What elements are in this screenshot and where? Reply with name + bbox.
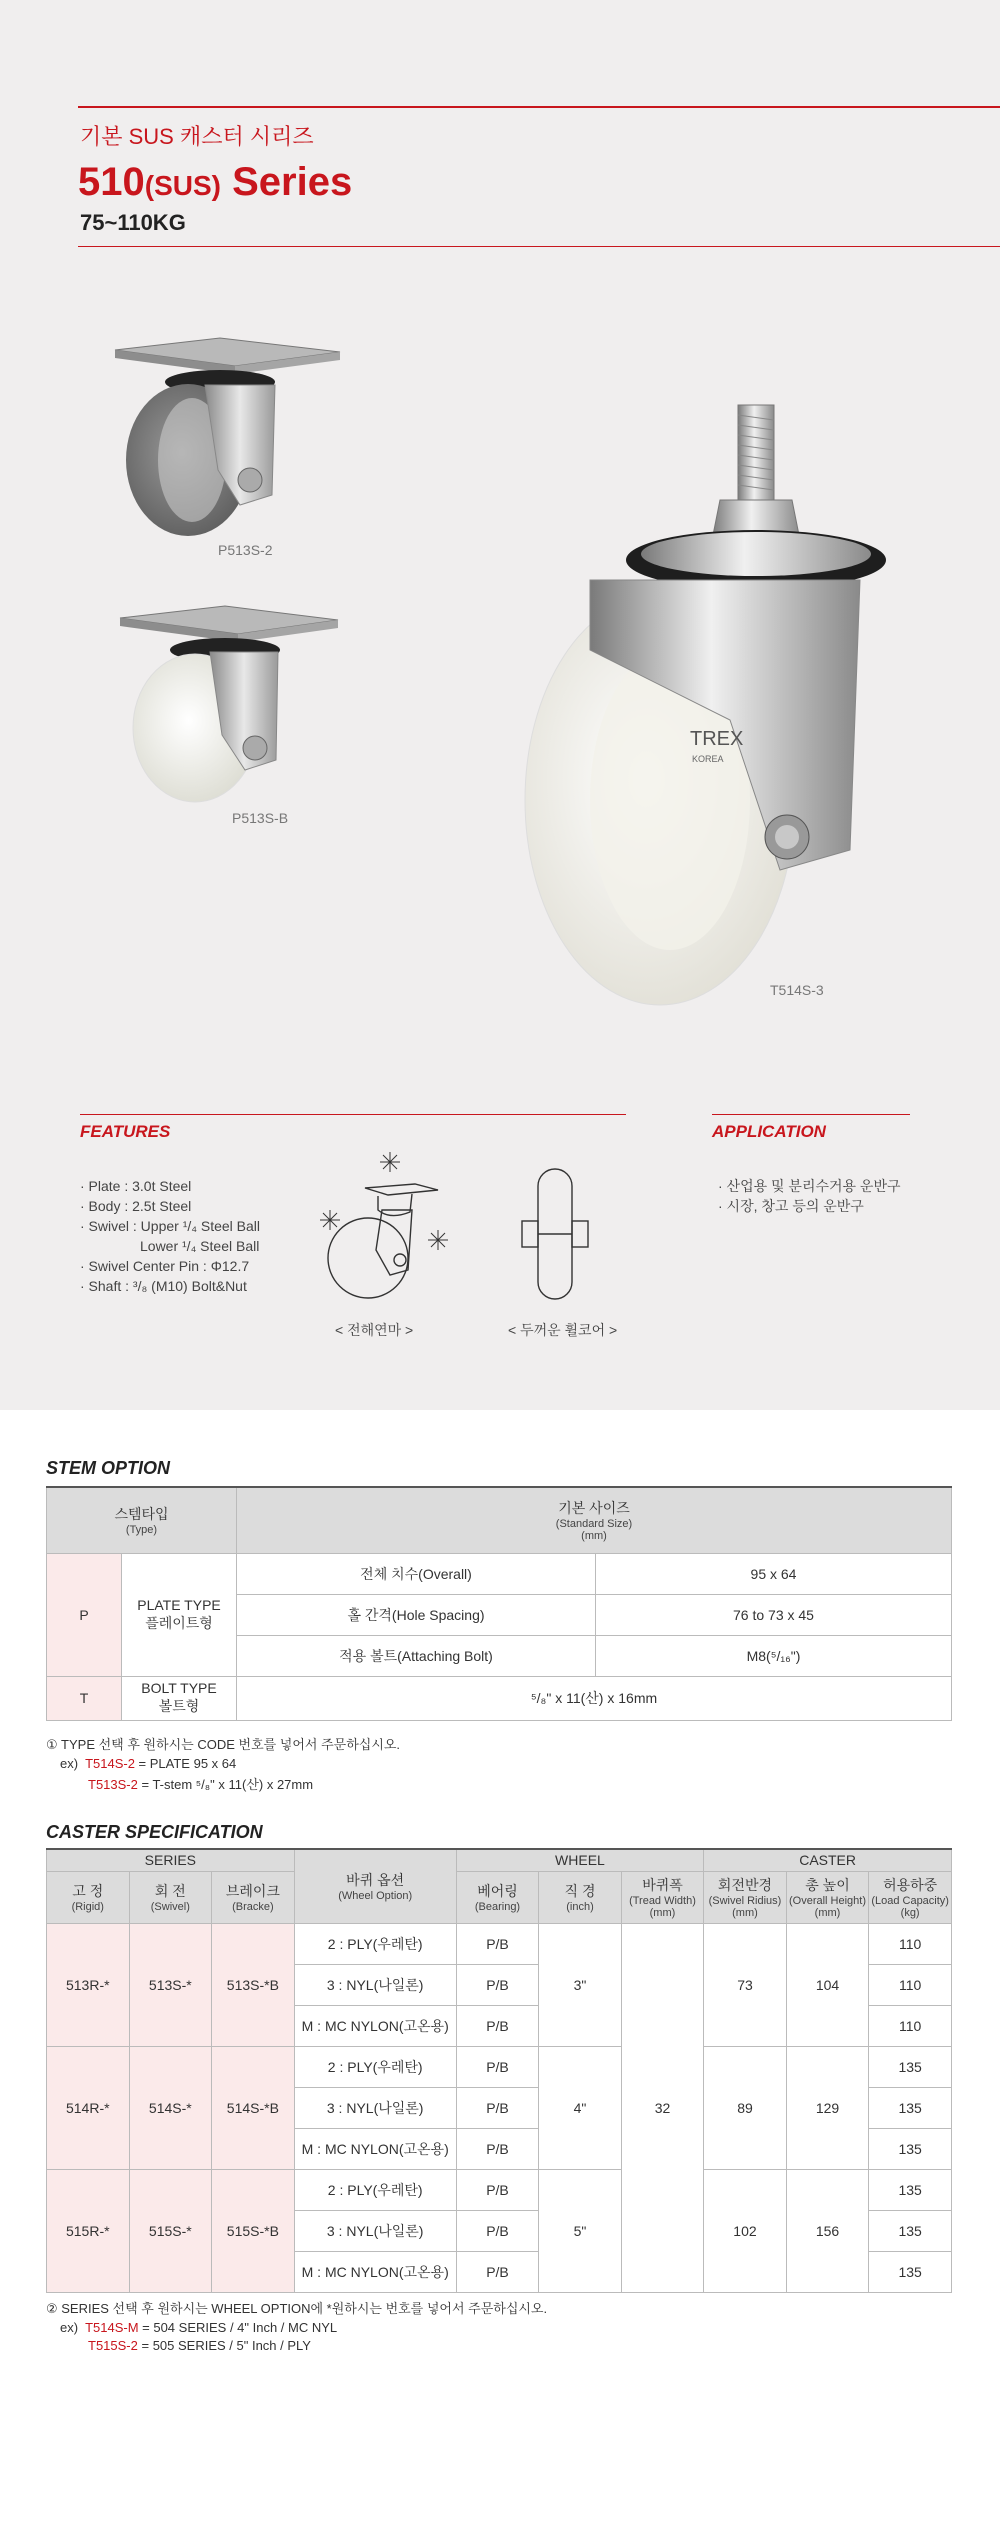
spec-example-2 — [88, 2338, 311, 2353]
spec-head-diameter-ko: 직 경 — [564, 1883, 596, 1899]
series-word: Series — [232, 160, 353, 204]
application-title: APPLICATION — [712, 1122, 826, 1141]
spec-row — [47, 2046, 952, 2087]
spec-swivel-code: 515S-* — [129, 2169, 212, 2292]
spec-head-height-unit: (mm) — [814, 1907, 841, 1919]
spec-head-swivel — [129, 1871, 212, 1923]
spec-wheel-option: M : MC NYLON(고온용) — [294, 2128, 456, 2169]
stem-name-bolt — [122, 1676, 237, 1720]
caster-image-grey — [100, 330, 360, 550]
application-rule — [712, 1114, 910, 1115]
stem-name-bolt-ko: 볼트형 — [158, 1698, 200, 1714]
spec-head-height — [786, 1871, 869, 1923]
spec-head-brake-ko: 브레이크 — [225, 1883, 280, 1899]
feature-item: · Plate : 3.0t Steel — [80, 1178, 192, 1194]
spec-brake-code: 513S-*B — [212, 1923, 295, 2046]
spec-wheel-option: M : MC NYLON(고온용) — [294, 2251, 456, 2292]
spec-head-radius — [704, 1871, 787, 1923]
spec-rigid-code: 515R-* — [47, 2169, 130, 2292]
spec-head-tread — [621, 1871, 703, 1923]
spec-head-bearing-ko: 베어링 — [477, 1883, 518, 1899]
header-bottom-rule — [78, 246, 1000, 247]
series-material: (SUS) — [144, 170, 221, 201]
stem-head-size-unit: (mm) — [581, 1530, 607, 1543]
caster-image-white-small — [100, 600, 360, 815]
stem-example-code: T514S-2 — [85, 1756, 135, 1771]
stem-example-text: = PLATE 95 x 64 — [134, 1756, 237, 1771]
feature-item: · Swivel : Upper ¹/₄ Steel Ball — [80, 1218, 260, 1234]
stem-name-plate-ko: 플레이트형 — [145, 1614, 213, 1631]
spec-example-text: = 505 SERIES / 5" Inch / PLY — [137, 2338, 311, 2353]
stem-name-plate-en: PLATE TYPE — [137, 1596, 221, 1613]
spec-swivel-code: 513S-* — [129, 1923, 212, 2046]
spec-head-height-ko: 총 높이 — [805, 1877, 850, 1893]
stem-head-type-en: (Type) — [125, 1524, 158, 1537]
spec-head-brake-en: (Bracke) — [232, 1901, 274, 1913]
spec-diameter: 3" — [539, 1923, 621, 2046]
spec-load-capacity: 110 — [869, 1923, 952, 1964]
stem-name-bolt-en: BOLT TYPE — [141, 1680, 217, 1696]
spec-head-wheel-option-en: (Wheel Option) — [338, 1890, 413, 1903]
spec-head-radius-ko: 회전반경 — [717, 1877, 773, 1893]
brand-text: TREX — [690, 728, 744, 750]
application-list — [718, 1176, 901, 1216]
spec-bearing: P/B — [456, 2046, 539, 2087]
product-code-grey: P513S-2 — [218, 542, 273, 558]
spec-bearing: P/B — [456, 2087, 539, 2128]
spec-load-capacity: 135 — [869, 2087, 952, 2128]
spec-example-code: T515S-2 — [88, 2338, 138, 2353]
spec-bearing: P/B — [456, 2169, 539, 2210]
spec-wheel-option: 2 : PLY(우레탄) — [294, 2169, 456, 2210]
spec-diameter: 4" — [539, 2046, 621, 2169]
spec-head-radius-en: (Swivel Ridius) — [708, 1895, 782, 1907]
spec-row — [47, 1923, 952, 1964]
spec-load-capacity: 135 — [869, 2169, 952, 2210]
spec-note: ② SERIES 선택 후 원하시는 WHEEL OPTION에 *원하시는 번호를 넣어서 주문하십시오. — [46, 2301, 548, 2316]
spec-rigid-code: 514R-* — [47, 2046, 130, 2169]
spec-head-wheel-option — [294, 1849, 456, 1923]
spec-wheel-option: 3 : NYL(나일론) — [294, 1964, 456, 2005]
spec-load-capacity: 135 — [869, 2210, 952, 2251]
spec-head-radius-unit: (mm) — [732, 1907, 758, 1919]
spec-rigid-code: 513R-* — [47, 1923, 130, 2046]
spec-load-capacity: 110 — [869, 1964, 952, 2005]
weight-range: 75~110KG — [80, 210, 186, 235]
stem-option-table — [46, 1486, 952, 1721]
spec-wheel-option: 2 : PLY(우레탄) — [294, 1923, 456, 1964]
stem-row-label: 전체 치수(Overall) — [237, 1553, 596, 1594]
stem-head-size — [237, 1487, 952, 1553]
stem-head-size-en: (Standard Size) — [555, 1518, 633, 1531]
spec-head-swivel-en: (Swivel) — [150, 1901, 190, 1913]
spec-head-bearing-en: (Bearing) — [474, 1901, 521, 1913]
spec-head-load — [869, 1871, 952, 1923]
stem-example-2 — [88, 1774, 313, 1793]
spec-example-label: ex) — [60, 2320, 79, 2335]
spec-brake-code: 514S-*B — [212, 2046, 295, 2169]
spec-load-capacity: 135 — [869, 2046, 952, 2087]
stem-row-value: 76 to 73 x 45 — [596, 1594, 952, 1635]
feature-item: · Shaft : ³/₈ (M10) Bolt&Nut — [80, 1278, 247, 1294]
spec-head-rigid — [47, 1871, 130, 1923]
spec-head-load-ko: 허용하중 — [883, 1877, 938, 1893]
spec-head-brake — [212, 1871, 295, 1923]
spec-head-diameter-en: (inch) — [566, 1901, 594, 1913]
stem-example-label: ex) — [60, 1756, 79, 1771]
wheel-core-caption: < 두꺼운 휠코어 > — [508, 1322, 618, 1338]
spec-bearing: P/B — [456, 2005, 539, 2046]
stem-head-type-ko: 스템타입 — [114, 1506, 169, 1523]
spec-wheel-option: 3 : NYL(나일론) — [294, 2087, 456, 2128]
caster-spec-table — [46, 1848, 952, 2293]
spec-head-swivel-ko: 회 전 — [154, 1883, 186, 1899]
series-number: 510 — [78, 160, 145, 204]
application-item: · 시장, 창고 등의 운반구 — [718, 1198, 864, 1214]
spec-example-text: = 504 SERIES / 4" Inch / MC NYL — [138, 2320, 338, 2335]
stem-code-t: T — [47, 1676, 122, 1720]
stem-option-title: STEM OPTION — [46, 1458, 171, 1478]
spec-head-diameter — [539, 1871, 621, 1923]
stem-example-1 — [60, 1756, 236, 1771]
stem-example-code: T513S-2 — [88, 1777, 138, 1792]
spec-bearing: P/B — [456, 2128, 539, 2169]
series-title — [78, 160, 352, 205]
spec-head-wheel: WHEEL — [456, 1849, 704, 1871]
spec-load-capacity: 135 — [869, 2251, 952, 2292]
spec-swivel-radius: 73 — [704, 1923, 787, 2046]
stem-bolt-value: ⁵/₈" x 11(산) x 16mm — [237, 1676, 952, 1720]
polish-diagram — [320, 1150, 460, 1310]
spec-head-series: SERIES — [47, 1849, 295, 1871]
wheel-core-diagram — [510, 1165, 600, 1305]
spec-example-code: T514S-M — [85, 2320, 139, 2335]
spec-bearing: P/B — [456, 1964, 539, 2005]
product-code-large: T514S-3 — [770, 982, 824, 998]
spec-load-capacity: 135 — [869, 2128, 952, 2169]
spec-wheel-option: 2 : PLY(우레탄) — [294, 2046, 456, 2087]
spec-bearing: P/B — [456, 1923, 539, 1964]
spec-tread-width: 32 — [621, 1923, 703, 2292]
spec-bearing: P/B — [456, 2251, 539, 2292]
application-item: · 산업용 및 분리수거용 운반구 — [718, 1178, 901, 1194]
stem-name-plate — [122, 1553, 237, 1676]
spec-head-tread-en: (Tread Width) — [629, 1895, 696, 1907]
spec-bearing: P/B — [456, 2210, 539, 2251]
spec-overall-height: 129 — [786, 2046, 869, 2169]
spec-swivel-code: 514S-* — [129, 2046, 212, 2169]
spec-head-caster: CASTER — [704, 1849, 952, 1871]
spec-head-rigid-ko: 고 정 — [72, 1883, 104, 1899]
spec-head-wheel-option-ko: 바퀴 옵션 — [346, 1872, 405, 1889]
spec-brake-code: 515S-*B — [212, 2169, 295, 2292]
spec-row — [47, 2169, 952, 2210]
spec-overall-height: 156 — [786, 2169, 869, 2292]
spec-example-1 — [60, 2320, 337, 2335]
spec-head-load-en: (Load Capacity) — [871, 1895, 949, 1907]
spec-head-tread-unit: (mm) — [649, 1907, 676, 1919]
spec-load-capacity: 110 — [869, 2005, 952, 2046]
features-rule — [80, 1114, 626, 1115]
stem-note: ① TYPE 선택 후 원하시는 CODE 번호를 넣어서 주문하십시오. — [46, 1737, 401, 1752]
stem-head-type — [47, 1487, 237, 1553]
features-title: FEATURES — [80, 1122, 171, 1141]
spec-swivel-radius: 102 — [704, 2169, 787, 2292]
stem-row-label: 적용 볼트(Attaching Bolt) — [237, 1635, 596, 1676]
stem-row-value: M8(⁵/₁₆") — [596, 1635, 952, 1676]
series-subtitle: 기본 SUS 캐스터 시리즈 — [80, 124, 314, 149]
feature-item: · Body : 2.5t Steel — [80, 1198, 192, 1214]
brand-subtext: KOREA — [692, 754, 724, 764]
spec-swivel-radius: 89 — [704, 2046, 787, 2169]
spec-wheel-option: M : MC NYLON(고온용) — [294, 2005, 456, 2046]
caster-spec-title: CASTER SPECIFICATION — [46, 1822, 263, 1842]
product-code-white-small: P513S-B — [232, 810, 289, 826]
spec-overall-height: 104 — [786, 1923, 869, 2046]
spec-head-bearing — [456, 1871, 539, 1923]
spec-diameter: 5" — [539, 2169, 621, 2292]
spec-wheel-option: 3 : NYL(나일론) — [294, 2210, 456, 2251]
stem-code-p: P — [47, 1553, 122, 1676]
stem-example-text: = T-stem ⁵/₈" x 11(산) x 27mm — [137, 1777, 314, 1792]
features-list — [80, 1176, 260, 1296]
stem-row-value: 95 x 64 — [596, 1553, 952, 1594]
feature-item: · Swivel Center Pin : Φ12.7 — [80, 1258, 250, 1274]
polish-caption: < 전해연마 > — [335, 1322, 414, 1338]
spec-head-tread-ko: 바퀴폭 — [642, 1877, 683, 1893]
caster-image-large — [480, 400, 900, 1010]
header-top-rule — [78, 106, 1000, 108]
spec-head-load-unit: (kg) — [900, 1907, 920, 1919]
stem-row-label: 홀 간격(Hole Spacing) — [237, 1594, 596, 1635]
stem-head-size-ko: 기본 사이즈 — [558, 1500, 630, 1517]
spec-head-height-en: (Overall Height) — [788, 1895, 867, 1907]
feature-item: Lower ¹/₄ Steel Ball — [140, 1238, 260, 1254]
spec-head-rigid-en: (Rigid) — [71, 1901, 104, 1913]
